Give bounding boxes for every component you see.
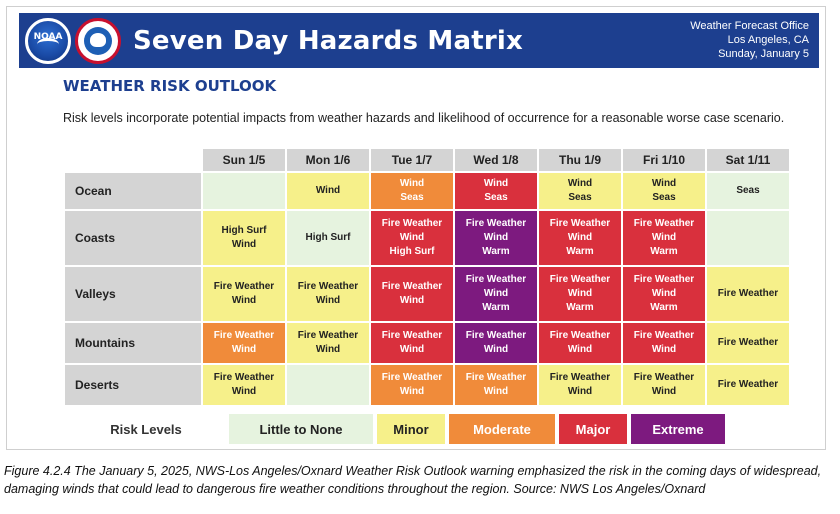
hazard-text: Fire Weather — [381, 281, 443, 292]
hazard-text: Seas — [652, 192, 676, 203]
hazard-cell — [539, 323, 621, 363]
hazard-text: Seas — [568, 192, 592, 203]
noaa-logo-icon — [25, 18, 71, 64]
matrix-body — [65, 173, 789, 405]
legend-chip-moderate: Moderate — [449, 414, 555, 444]
hazard-text: Wind — [399, 386, 425, 397]
hazard-text: Fire Weather — [465, 218, 527, 229]
hazard-text: Wind — [399, 295, 425, 306]
hazard-cell — [371, 323, 453, 363]
hazard-text: Fire Weather — [381, 330, 443, 341]
day-header: Sun 1/5 — [203, 149, 285, 171]
hazard-text: Fire Weather — [549, 330, 611, 341]
outlook-title: WEATHER RISK OUTLOOK — [63, 77, 277, 95]
hazard-text: Wind — [399, 232, 425, 243]
day-header-row — [65, 149, 789, 171]
hazard-text: Seas — [400, 192, 424, 203]
matrix-row-coasts — [65, 211, 789, 265]
hazard-cell — [539, 267, 621, 321]
issue-date: Sunday, January 5 — [718, 48, 809, 60]
day-header: Thu 1/9 — [539, 149, 621, 171]
hazard-text: Wind — [483, 386, 509, 397]
hazard-text: Wind — [231, 344, 257, 355]
hazard-text: Fire Weather — [717, 337, 779, 348]
hazard-cell — [203, 323, 285, 363]
hazard-text: Fire Weather — [297, 281, 359, 292]
hazard-text: Wind — [315, 185, 341, 196]
hazard-text: Seas — [484, 192, 508, 203]
hazard-text: Fire Weather — [213, 330, 275, 341]
hazard-text: Wind — [567, 344, 593, 355]
header-banner — [19, 13, 819, 68]
hazard-cell — [371, 211, 453, 265]
hazard-text: Fire Weather — [633, 372, 695, 383]
hazard-text: Fire Weather — [633, 330, 695, 341]
hazard-text: Fire Weather — [213, 281, 275, 292]
hazard-text: Fire Weather — [381, 372, 443, 383]
matrix-row-valleys — [65, 267, 789, 321]
hazard-cell — [623, 323, 705, 363]
day-header: Wed 1/8 — [455, 149, 537, 171]
day-header: Mon 1/6 — [287, 149, 369, 171]
hazard-cell — [203, 365, 285, 405]
figure-caption: Figure 4.2.4 The January 5, 2025, NWS-Los Angeles/Oxnard Weather Risk Outlook warning emphasized the risk in the coming days of widespread, damaging winds that could lead to dangerous fire weather conditions throughout the region. Source: NWS Los Angeles/Oxnard — [4, 464, 822, 496]
hazard-text: Wind — [483, 178, 509, 189]
hazard-cell — [287, 211, 369, 265]
hazard-text: Fire Weather — [549, 274, 611, 285]
office-info — [690, 19, 809, 61]
figure-frame — [6, 6, 826, 450]
hazard-cell — [371, 173, 453, 209]
hazard-text: Fire Weather — [465, 330, 527, 341]
day-header: Tue 1/7 — [371, 149, 453, 171]
risk-legend — [63, 414, 763, 444]
hazard-text: Wind — [231, 386, 257, 397]
hazard-cell — [455, 267, 537, 321]
hazard-text: Wind — [567, 288, 593, 299]
row-label: Valleys — [65, 267, 201, 321]
hazard-text: Wind — [483, 288, 509, 299]
hazard-text: Seas — [736, 185, 760, 196]
hazard-text: Fire Weather — [465, 274, 527, 285]
legend-chip-minor: Minor — [377, 414, 445, 444]
hazard-text: Fire Weather — [633, 274, 695, 285]
legend-chip-none: Little to None — [229, 414, 373, 444]
hazard-text: Warm — [482, 246, 510, 257]
hazard-cell — [539, 365, 621, 405]
day-header: Sat 1/11 — [707, 149, 789, 171]
hazard-text: Fire Weather — [465, 372, 527, 383]
hazard-text: Fire Weather — [549, 218, 611, 229]
row-label: Coasts — [65, 211, 201, 265]
noaa-logo-text: NOAA — [33, 31, 63, 42]
hazard-cell — [539, 173, 621, 209]
hazard-text: Wind — [399, 178, 425, 189]
hazard-cell — [203, 173, 285, 209]
hazard-text: Fire Weather — [549, 372, 611, 383]
hazard-cell — [455, 323, 537, 363]
hazard-cell — [455, 211, 537, 265]
hazard-text: Fire Weather — [213, 372, 275, 383]
hazard-text: Warm — [650, 246, 678, 257]
banner-title: Seven Day Hazards Matrix — [133, 25, 523, 56]
hazard-text: Wind — [651, 288, 677, 299]
hazard-cell — [707, 173, 789, 209]
hazard-text: High Surf — [389, 246, 435, 257]
hazard-cell — [455, 173, 537, 209]
hazard-cell — [287, 173, 369, 209]
hazard-text: Wind — [567, 386, 593, 397]
hazard-text: Wind — [315, 344, 341, 355]
hazard-text: Wind — [231, 239, 257, 250]
hazard-text: Wind — [651, 386, 677, 397]
hazard-text: Wind — [231, 295, 257, 306]
matrix-row-mountains — [65, 323, 789, 363]
hazard-cell — [287, 267, 369, 321]
hazard-text: Fire Weather — [633, 218, 695, 229]
hazard-text: High Surf — [305, 232, 351, 243]
hazard-text: Wind — [315, 295, 341, 306]
hazard-text: Wind — [651, 178, 677, 189]
hazard-text: Warm — [566, 302, 594, 313]
hazard-cell — [371, 365, 453, 405]
matrix-row-ocean — [65, 173, 789, 209]
hazard-text: High Surf — [221, 225, 267, 236]
hazard-cell — [371, 267, 453, 321]
hazard-text: Fire Weather — [717, 379, 779, 390]
hazard-cell — [623, 365, 705, 405]
hazard-cell — [707, 211, 789, 265]
hazard-text: Wind — [483, 232, 509, 243]
row-label: Deserts — [65, 365, 201, 405]
hazard-cell — [623, 211, 705, 265]
hazard-text: Wind — [483, 344, 509, 355]
hazard-text: Fire Weather — [297, 330, 359, 341]
hazard-cell — [287, 323, 369, 363]
hazard-cell — [707, 323, 789, 363]
legend-chip-major: Major — [559, 414, 627, 444]
row-label: Mountains — [65, 323, 201, 363]
legend-title: Risk Levels — [110, 421, 182, 437]
row-label: Ocean — [65, 173, 201, 209]
hazard-text: Wind — [567, 178, 593, 189]
hazard-text: Wind — [651, 344, 677, 355]
hazard-cell — [203, 211, 285, 265]
hazard-cell — [707, 365, 789, 405]
day-header: Fri 1/10 — [623, 149, 705, 171]
legend-chips — [229, 414, 729, 444]
matrix-row-deserts — [65, 365, 789, 405]
office-location: Los Angeles, CA — [727, 34, 809, 46]
hazard-cell — [623, 173, 705, 209]
hazard-cell — [623, 267, 705, 321]
legend-chip-extreme: Extreme — [631, 414, 725, 444]
hazard-cell — [707, 267, 789, 321]
hazard-text: Fire Weather — [717, 288, 779, 299]
nws-logo-icon — [75, 18, 121, 64]
hazard-text: Warm — [566, 246, 594, 257]
hazard-cell — [455, 365, 537, 405]
hazard-text: Wind — [651, 232, 677, 243]
matrix-corner — [65, 149, 201, 171]
hazard-text: Fire Weather — [381, 218, 443, 229]
outlook-description: Risk levels incorporate potential impacts from weather hazards and likelihood of occurrence for a reasonable worse case scenario. — [63, 111, 785, 125]
hazard-text: Warm — [650, 302, 678, 313]
hazard-text: Wind — [567, 232, 593, 243]
hazard-cell — [287, 365, 369, 405]
hazard-cell — [203, 267, 285, 321]
hazard-text: Wind — [399, 344, 425, 355]
office-name: Weather Forecast Office — [690, 20, 809, 32]
hazards-matrix — [63, 147, 791, 407]
hazard-text: Warm — [482, 302, 510, 313]
hazard-cell — [539, 211, 621, 265]
